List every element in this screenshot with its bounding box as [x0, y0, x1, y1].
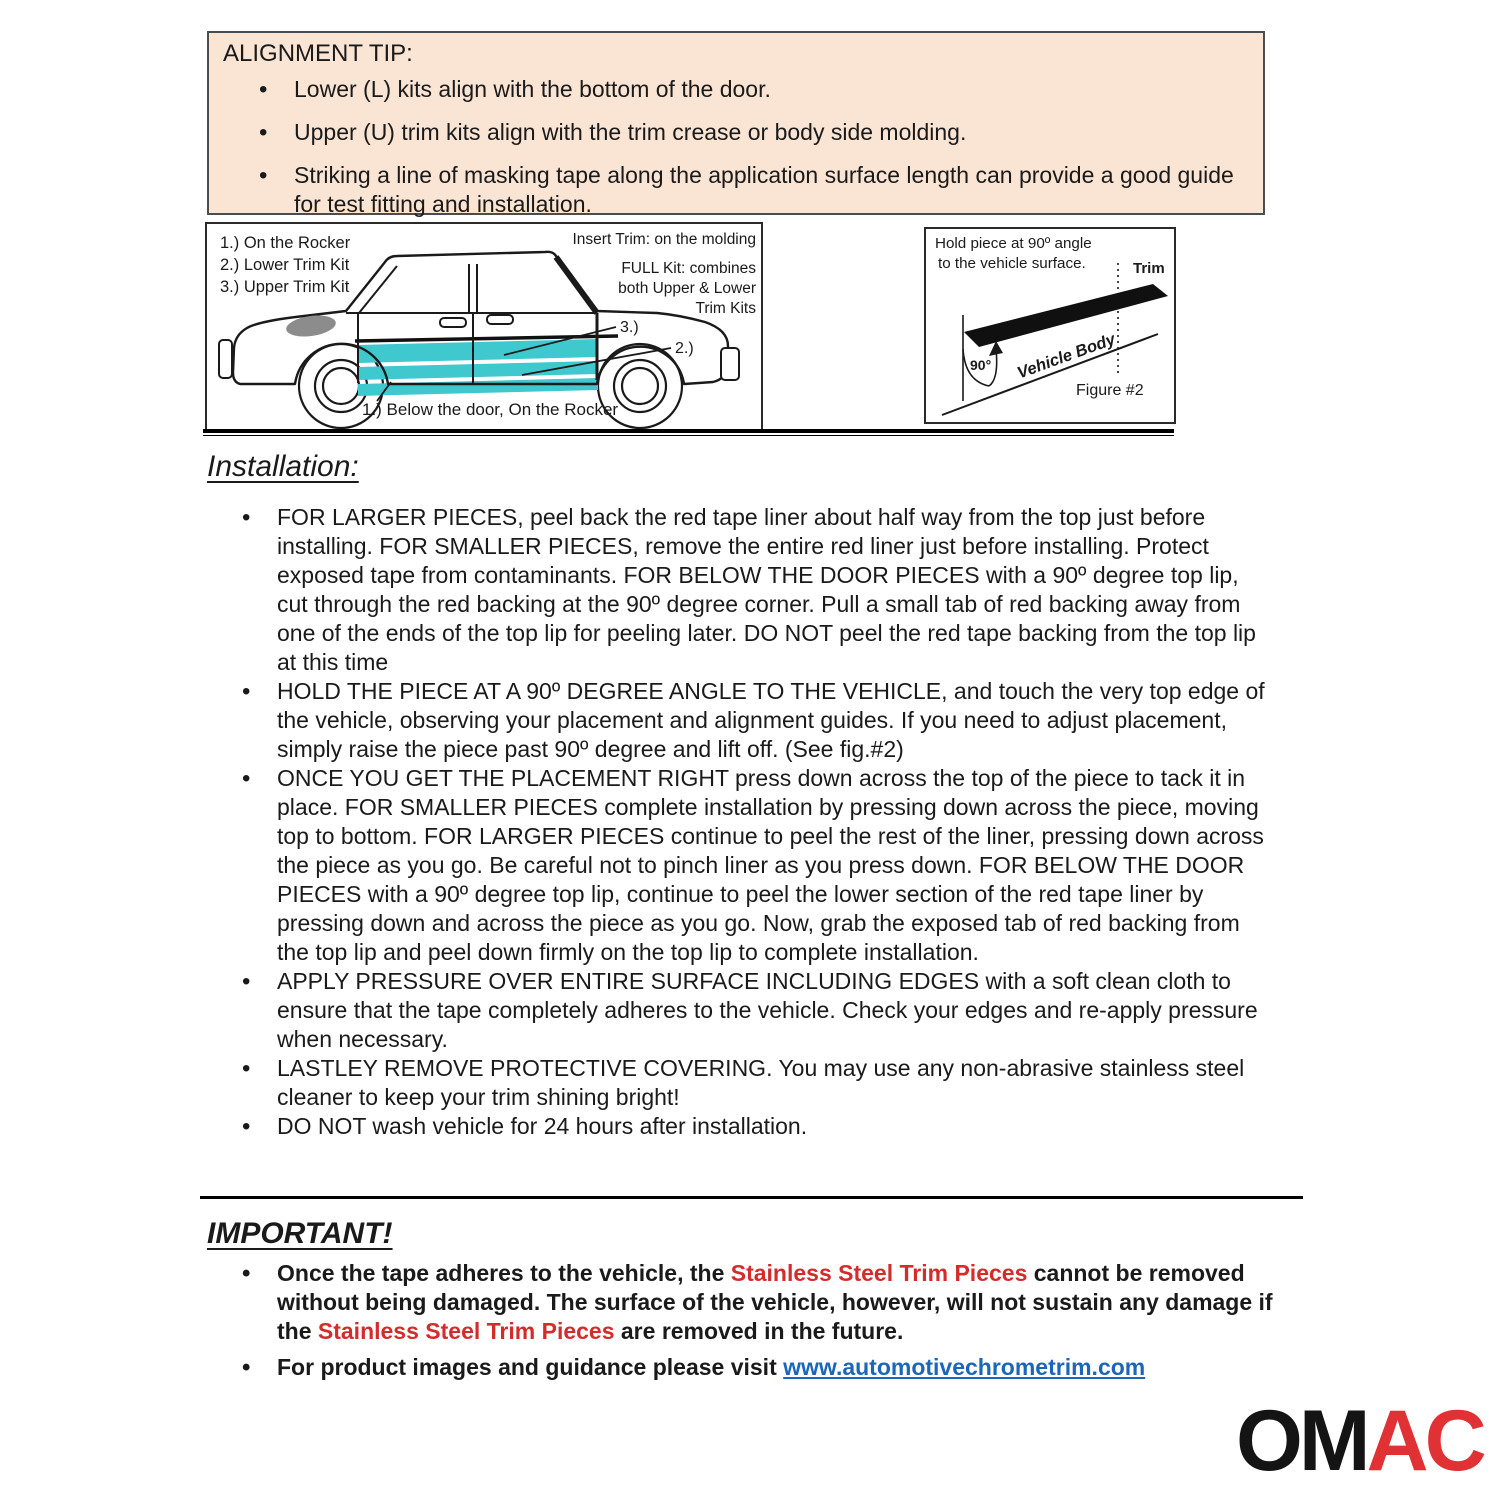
fig2-trim-label: Trim — [1133, 260, 1165, 277]
tip-bullet: • Striking a line of masking tape along the application surface length can provide a good guide for test fitting and installation. — [257, 161, 1257, 219]
tip-bullet: • Lower (L) kits align with the bottom of the door. — [257, 75, 1257, 104]
trim-stripe-rocker — [358, 378, 598, 396]
tip-bullet: • Upper (U) trim kits align with the trim crease or body side molding. — [257, 118, 1257, 147]
important-list — [240, 1259, 1282, 1389]
website-link[interactable]: www.automotivechrometrim.com — [783, 1354, 1146, 1380]
car-trim-diagram — [205, 222, 763, 431]
stainless-steel-emphasis: Stainless Steel Trim Pieces — [317, 1318, 615, 1344]
alignment-tip-list — [257, 75, 1257, 233]
angle-figure — [924, 227, 1176, 424]
fig1-legend-line3: 3.) Upper Trim Kit — [220, 278, 350, 296]
figures-divider-line — [203, 429, 1174, 436]
fig1-fullkit-line2: both Upper & Lower — [618, 280, 756, 297]
vehicle-body-line — [942, 334, 1158, 415]
important-note-text: are removed in the future. — [614, 1318, 904, 1344]
alignment-tip-title: ALIGNMENT TIP: — [223, 40, 413, 67]
fig2-figure-label: Figure #2 — [1076, 382, 1144, 399]
installation-title: Installation: — [207, 450, 359, 483]
installation-list — [240, 503, 1268, 1141]
important-note — [240, 1259, 1282, 1346]
omac-logo-red-part: AC — [1366, 1393, 1483, 1489]
omac-logo-black-part: OM — [1236, 1393, 1367, 1489]
important-note — [240, 1353, 1282, 1382]
important-note-text: For product images and guidance please visit — [277, 1354, 784, 1380]
installation-step: • HOLD THE PIECE AT A 90º DEGREE ANGLE TO THE VEHICLE, and touch the very top edge of the vehicle, observing your placement and alignment guides. If you need to adjust placement, simply raise the piece past 90º degree and lift off. (See fig.#2) — [240, 677, 1268, 764]
important-divider-line — [200, 1196, 1303, 1199]
fig1-fullkit-line1: FULL Kit: combines — [621, 260, 756, 277]
trim-piece — [964, 284, 1168, 347]
fig2-angle-label: 90° — [970, 357, 992, 373]
fig2-caption-line2: to the vehicle surface. — [938, 255, 1086, 272]
fig1-fullkit-line3: Trim Kits — [695, 300, 756, 317]
installation-step: • DO NOT wash vehicle for 24 hours after installation. — [240, 1112, 1268, 1141]
trim-stripe-upper — [358, 339, 598, 363]
fig1-callout-3: 3.) — [620, 319, 639, 336]
trim-stripe-lower — [358, 361, 598, 380]
angle-figure-svg — [926, 229, 1174, 422]
important-note-text: cannot be removed without being damaged. The surface of the vehicle, however, will not sustain any damage if the — [277, 1260, 1273, 1344]
stainless-steel-emphasis: Stainless Steel Trim Pieces — [730, 1260, 1028, 1286]
fig1-callout-2: 2.) — [675, 340, 694, 357]
installation-step: • APPLY PRESSURE OVER ENTIRE SURFACE INCLUDING EDGES with a soft clean cloth to ensure that the tape completely adheres to the vehicle. Check your edges and re-apply pressure when necessary. — [240, 967, 1268, 1054]
fig1-legend-line2: 2.) Lower Trim Kit — [220, 256, 350, 274]
fig2-vehicle-body-label: Vehicle Body — [1014, 330, 1118, 383]
fig1-insert-trim-label: Insert Trim: on the molding — [572, 231, 756, 248]
fig1-legend-line1: 1.) On the Rocker — [220, 234, 351, 252]
omac-logo — [1236, 1393, 1500, 1489]
alignment-tip-box — [207, 31, 1265, 215]
fig1-callout-1: 1.) Below the door, On the Rocker — [362, 400, 619, 419]
installation-step: • LASTLEY REMOVE PROTECTIVE COVERING. You may use any non-abrasive stainless steel cleaner to keep your trim shining bright! — [240, 1054, 1268, 1112]
important-note-text: Once the tape adheres to the vehicle, the — [277, 1260, 731, 1286]
installation-step: • ONCE YOU GET THE PLACEMENT RIGHT press down across the top of the piece to tack it in place. FOR SMALLER PIECES complete installation by pressing down across the piece, moving top to bottom. FOR LARGER PIECES continue to peel the rest of the liner, pressing down across the piece as you go. Be careful not to pinch liner as you press down. FOR BELOW THE DOOR PIECES with a 90º degree top lip, continue to peel the lower section of the red tape liner by pressing down and across the piece as you go. Now, grab the exposed tab of red backing from the top lip and peel down firmly on the top lip to complete installation. — [240, 764, 1268, 967]
installation-step: • FOR LARGER PIECES, peel back the red tape liner about half way from the top just before installing. FOR SMALLER PIECES, remove the entire red liner just before installing. Protect exposed tape from contaminants. FOR BELOW THE DOOR PIECES with a 90º degree top lip, cut through the red backing at the 90º degree corner. Pull a small tab of red backing away from one of the ends of the top lip for peeling later. DO NOT peel the red tape backing from the top lip at this time — [240, 503, 1268, 677]
important-title: IMPORTANT! — [207, 1217, 393, 1250]
car-diagram-svg — [207, 224, 761, 429]
fig2-caption-line1: Hold piece at 90º angle — [935, 235, 1092, 252]
